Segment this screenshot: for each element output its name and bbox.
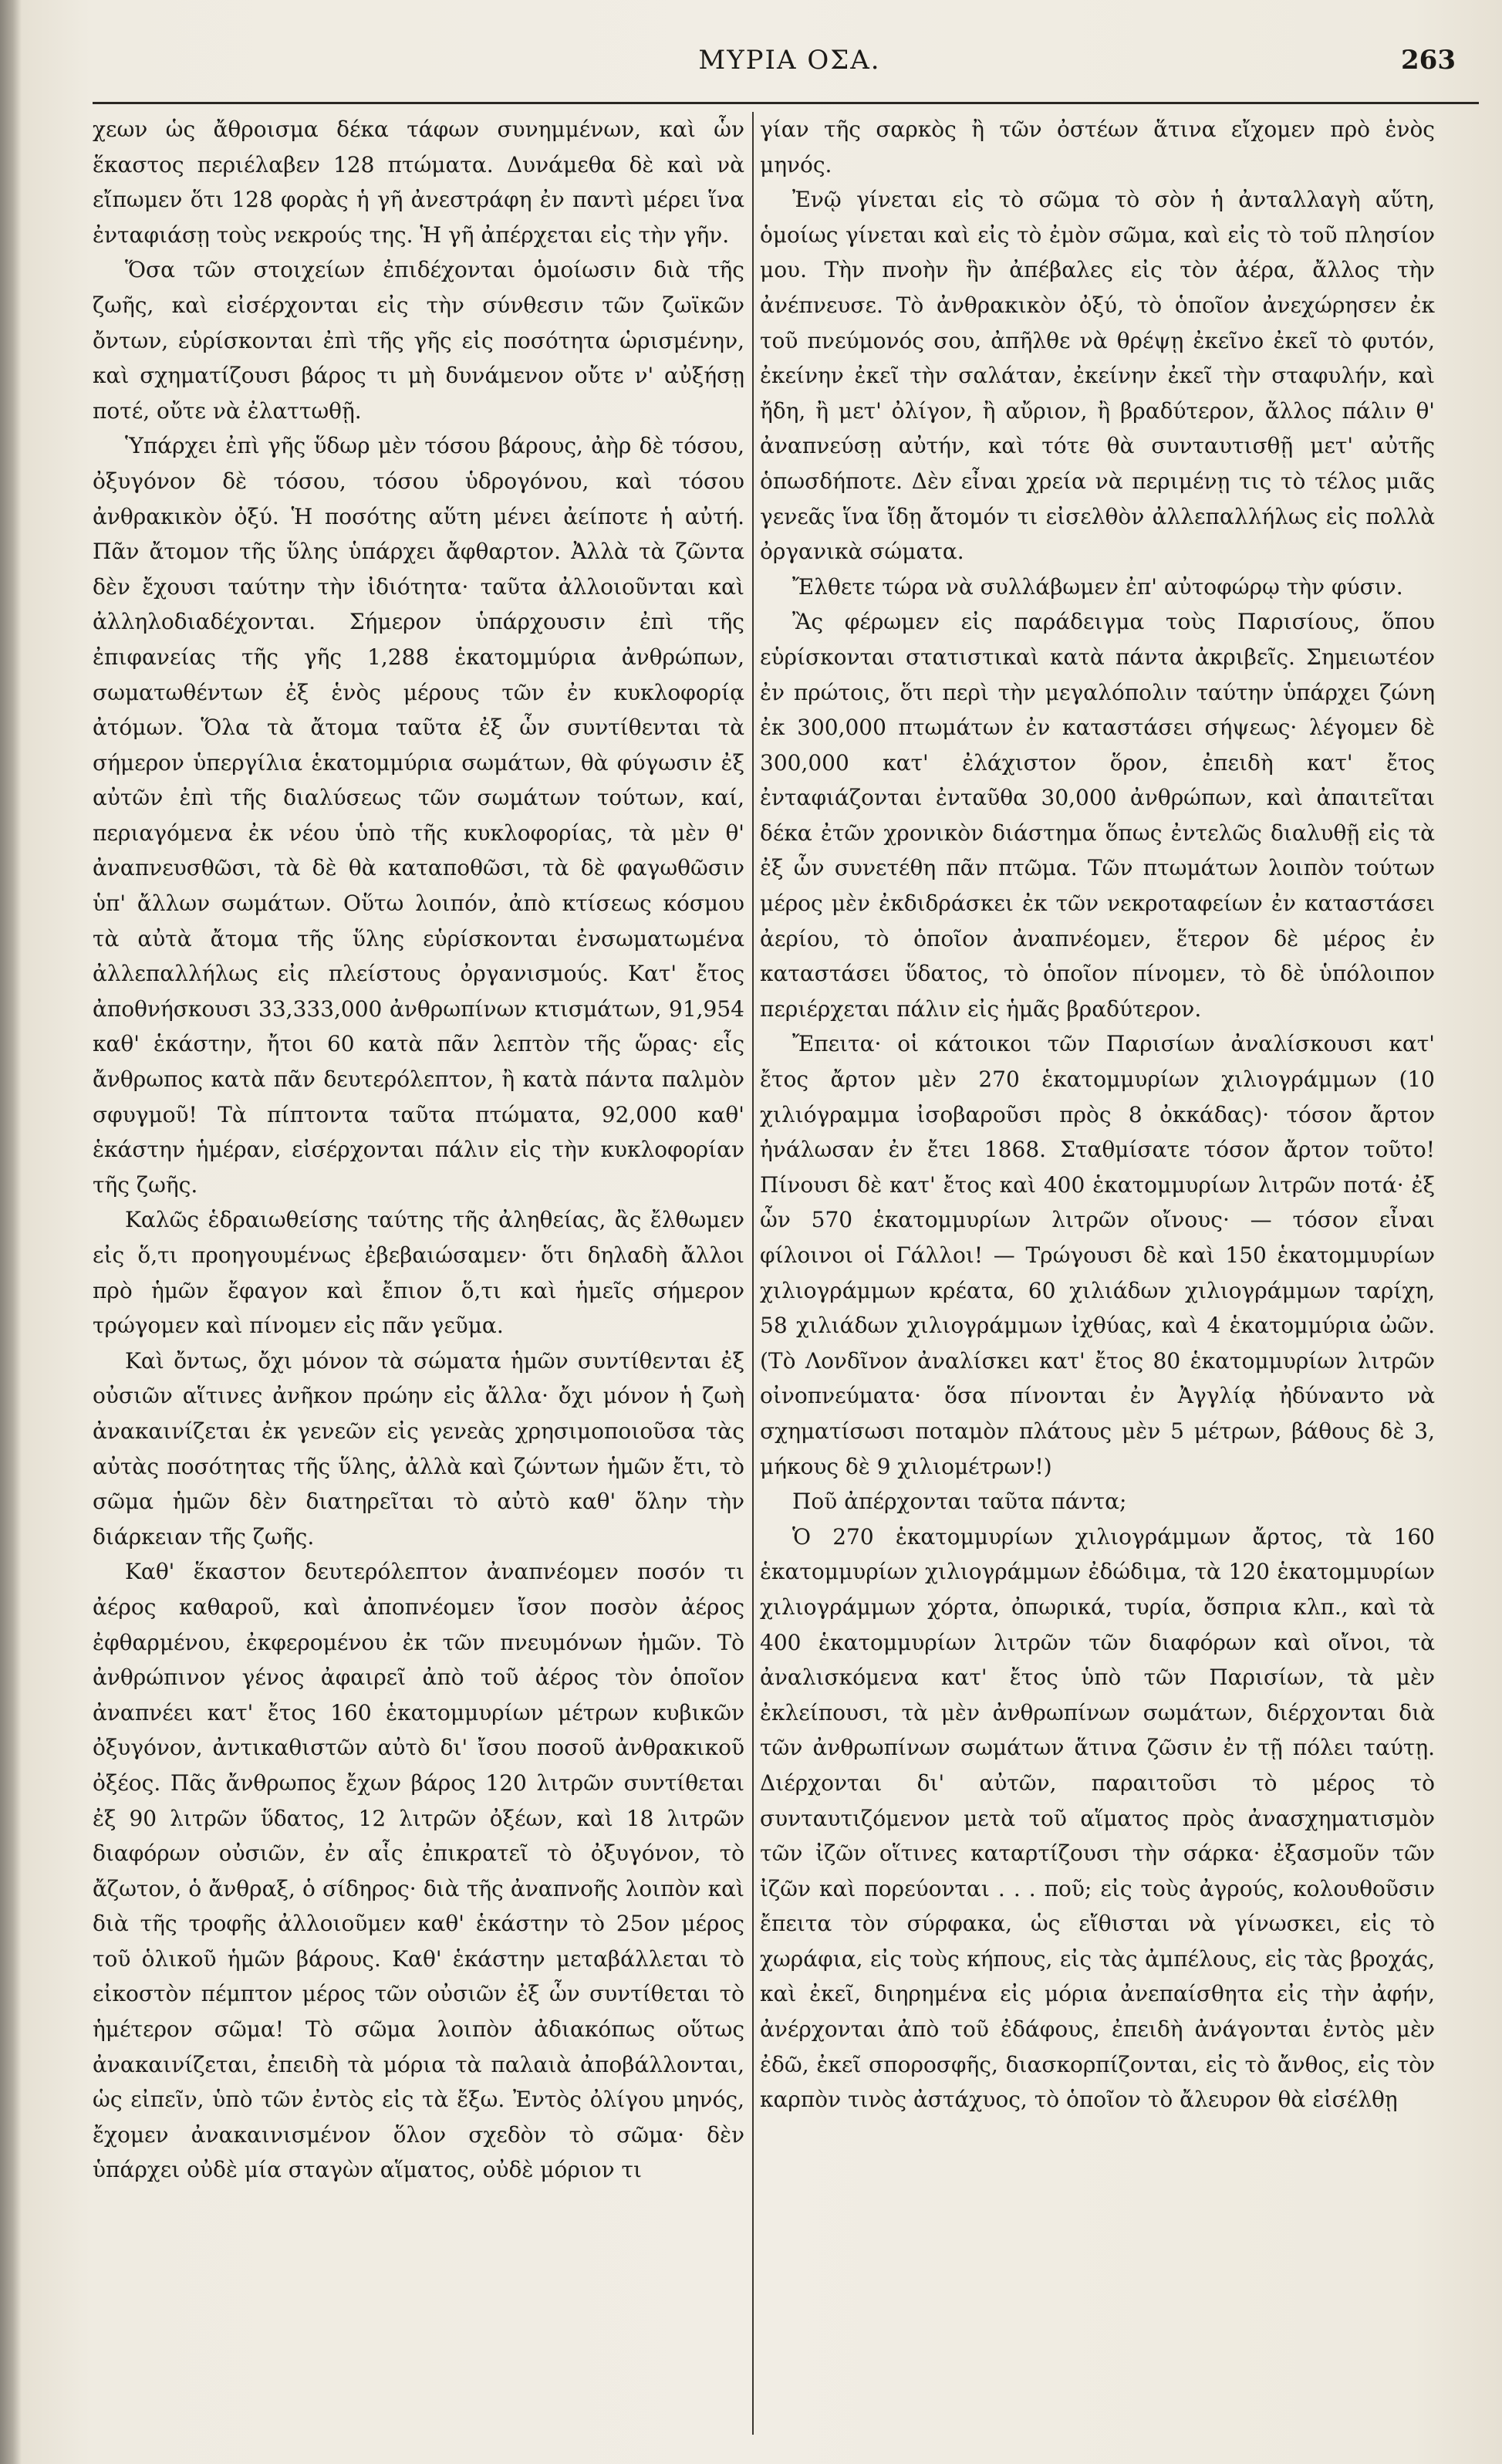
paragraph: Ποῦ ἀπέρχονται ταῦτα πάντα; [792,1489,1127,1515]
column-divider [752,112,754,2435]
right-column [760,112,1435,2435]
paragraph: Καθ' ἕκαστον δευτερόλεπτον ἀναπνέομεν ποσόν τι ἀέρος καθαροῦ, καὶ ἀποπνέομεν ἴσον ποσὸν ἀέρος ἐφθαρμένου, ἐκφερομένου ἐκ τῶν πνευμόνων ἡμῶν. Τὸ ἀνθρώπινον γένος ἀφαιρεῖ ἀπὸ τοῦ ἀέρος τὸν ὁποῖον ἀναπνέει κατ' ἔτος 160 ἑκατομμυρίων μέτρων κυβικῶν ὀξυγόνον, ἀντικαθιστῶν αὐτὸ δι' ἴσου ποσοῦ ἀνθρακικοῦ ὀξέος. Πᾶς ἄνθρωπος ἔχων βάρος 120 λιτρῶν συντίθεται ἐξ 90 λιτρῶν ὕδατος, 12 λιτρῶν ὀξέων, καὶ 18 λιτρῶν διαφόρων οὐσιῶν, ἐν αἷς ἐπικρατεῖ τὸ ὀξυγόνον, τὸ ἄζωτον, ὁ ἄνθραξ, ὁ σίδηρος· διὰ τῆς ἀναπνοῆς λοιπὸν καὶ διὰ τῆς τροφῆς ἀλλοιοῦμεν καθ' ἑκάστην τὸ 25ον μέρος τοῦ ὁλικοῦ ἡμῶν βάρους. Καθ' ἑκάστην μεταβάλλεται τὸ εἰκοστὸν πέμπτον μέρος τῶν οὐσιῶν ἐξ ὧν συντίθεται τὸ ἡμέτερον σῶμα! Τὸ σῶμα λοιπὸν ἀδιακόπως οὕτως ἀνακαινίζεται, ἐπειδὴ τὰ μόρια τὰ παλαιὰ ἀποβάλλονται, ὡς εἰπεῖν, ὑπὸ τῶν ἐντὸς εἰς τὰ ἔξω. Ἐντὸς ὀλίγου μηνός, ἔχομεν ἀνακαινισμένον ὅλον σχεδὸν τὸ σῶμα· δὲν ὑπάρχει οὐδὲ μία σταγὼν αἵματος, οὐδὲ μόριον τι [93,1559,744,2183]
paragraph: Καὶ ὄντως, ὄχι μόνον τὰ σώματα ἡμῶν συντίθενται ἐξ οὐσιῶν αἵτινες ἀνῆκον πρώην εἰς ἄλλα· ὄχι μόνον ἡ ζωὴ ἀνακαινίζεται ἐκ γενεῶν εἰς γενεὰς χρησιμοποιοῦσα τὰς αὐτὰς ποσότητας τῆς ὕλης, ἀλλὰ καὶ ζώντων ἡμῶν ἔτι, τὸ σῶμα ἡμῶν δὲν διατηρεῖται τὸ αὐτὸ καθ' ὅλην τὴν διάρκειαν τῆς ζωῆς. [93,1347,744,1550]
paragraph: Ἔλθετε τώρα νὰ συλλάβωμεν ἐπ' αὐτοφώρῳ τὴν φύσιν. [792,573,1403,600]
page-number: 263 [1401,45,1456,76]
paragraph: γίαν τῆς σαρκὸς ἢ τῶν ὀστέων ἅτινα εἴχομεν πρὸ ἑνὸς μηνός. [760,117,1435,177]
binding-gutter [0,0,22,2464]
paragraph: Ἂς φέρωμεν εἰς παράδειγμα τοὺς Παρισίους, ὅπου εὑρίσκονται στατιστικαὶ κατὰ πάντα ἀκριβεῖς. Σημειωτέον ἐν πρώτοις, ὅτι περὶ τὴν μεγαλόπολιν ταύτην ὑπάρχει ζώνη ἐκ 300,000 πτωμάτων ἐν καταστάσει σήψεως· λέγομεν δὲ 300,000 κατ' ἐλάχιστον ὅρον, ἐπειδὴ κατ' ἔτος ἐνταφιάζονται ἐνταῦθα 30,000 ἀνθρώπων, καὶ ἀπαιτεῖται δέκα ἐτῶν χρονικὸν διάστημα ὅπως ἐντελῶς διαλυθῇ εἰς τὰ ἐξ ὧν συνετέθη πᾶν πτῶμα. Τῶν πτωμάτων λοιπὸν τούτων μέρος μὲν ἐκδιδράσκει ἐκ τῶν νεκροταφείων ἐν καταστάσει ἀερίου, τὸ ὁποῖον ἀναπνέομεν, ἕτερον δὲ μέρος ἐν καταστάσει ὕδατος, τὸ ὁποῖον πίνομεν, τὸ δὲ ὑπόλοιπον περιέρχεται πάλιν εἰς ἡμᾶς βραδύτερον. [760,609,1435,1022]
paragraph: Ὑπάρχει ἐπὶ γῆς ὕδωρ μὲν τόσου βάρους, ἀὴρ δὲ τόσου, ὀξυγόνον δὲ τόσου, τόσου ὑδρογόνου, καὶ τόσου ἀνθρακικὸν ὀξύ. Ἡ ποσότης αὕτη μένει ἀείποτε ἡ αὐτή. Πᾶν ἄτομον τῆς ὕλης ὑπάρχει ἄφθαρτον. Ἀλλὰ τὰ ζῶντα δὲν ἔχουσι ταύτην τὴν ἰδιότητα· ταῦτα ἀλλοιοῦνται καὶ ἀλληλοδιαδέχονται. Σήμερον ὑπάρχουσιν ἐπὶ τῆς ἐπιφανείας τῆς γῆς 1,288 ἑκατομμύρια ἀνθρώπων, σωματωθέντων ἐξ ἑνὸς μέρους τῶν ἐν κυκλοφορίᾳ ἀτόμων. Ὅλα τὰ ἄτομα ταῦτα ἐξ ὧν συντίθενται τὰ σήμερον ὑπεργίλια ἑκατομμύρια σωμάτων, θὰ φύγωσιν ἐξ αὐτῶν ἐπὶ τῆς διαλύσεως τῶν σωμάτων τούτων, καί, περιαγόμενα ἐκ νέου ὑπὸ τῆς κυκλοφορίας, τὰ μὲν θ' ἀναπνευσθῶσι, τὰ δὲ θὰ καταποθῶσι, τὰ δὲ φαγωθῶσιν ὑπ' ἄλλων σωμάτων. Οὕτω λοιπόν, ἀπὸ κτίσεως κόσμου τὰ αὐτὰ ἄτομα τῆς ὕλης εὑρίσκονται ἐνσωματωμένα ἀλλεπαλλήλως εἰς πλείστους ὀργανισμούς. Κατ' ἔτος ἀποθνήσκουσι 33,333,000 ἀνθρωπίνων κτισμάτων, 91,954 καθ' ἑκάστην, ἤτοι 60 κατὰ πᾶν λεπτὸν τῆς ὥρας· εἷς ἄνθρωπος κατὰ πᾶν δευτερόλεπτον, ἢ κατὰ πάντα παλμὸν σφυγμοῦ! Τὰ πίπτοντα ταῦτα πτώματα, 92,000 καθ' ἑκάστην ἡμέραν, εἰσέρχονται πάλιν εἰς τὴν κυκλοφορίαν τῆς ζωῆς. [93,433,744,1198]
paragraph: χεων ὡς ἄθροισμα δέκα τάφων συνημμένων, καὶ ὧν ἕκαστος περιέλαβεν 128 πτώματα. Δυνάμεθα δὲ καὶ νὰ εἴπωμεν ὅτι 128 φορὰς ἡ γῆ ἀνεστράφη ἐν παντὶ μέρει ἵνα ἐνταφιάσῃ τοὺς νεκρούς της. Ἡ γῆ ἀπέρχεται εἰς τὴν γῆν. [93,117,744,248]
paragraph: Ἔπειτα· οἱ κάτοικοι τῶν Παρισίων ἀναλίσκουσι κατ' ἔτος ἄρτον μὲν 270 ἑκατομμυρίων χιλιογράμμων (10 χιλιόγραμμα ἰσοβαροῦσι πρὸς 8 ὀκκάδας)· τόσον ἄρτον ἠνάλωσαν ἐν ἔτει 1868. Σταθμίσατε τόσον ἄρτον τοῦτο! Πίνουσι δὲ κατ' ἔτος καὶ 400 ἑκατομμυρίων λιτρῶν ποτά· ἐξ ὧν 570 ἑκατομμυρίων λιτρῶν οἴνους· — τόσον εἶναι φίλοινοι οἱ Γάλλοι! — Τρώγουσι δὲ καὶ 150 ἑκατομμυρίων χιλιογράμμων κρέατα, 60 χιλιάδων χιλιογράμμων ταρίχη, 58 χιλιάδων χιλιογράμμων ἰχθύας, καὶ 4 ἑκατομμύρια ὠῶν. (Τὸ Λονδῖνον ἀναλίσκει κατ' ἔτος 80 ἑκατομμυρίων λιτρῶν οἰνοπνεύματα· ὅσα πίνονται ἐν Ἀγγλίᾳ ἠδύναντο νὰ σχηματίσωσι ποταμὸν πλάτους μὲν 5 μέτρων, βάθους δὲ 3, μήκους δὲ 9 χιλιομέτρων!) [760,1031,1435,1479]
paragraph: Ἐνῷ γίνεται εἰς τὸ σῶμα τὸ σὸν ἡ ἀνταλλαγὴ αὕτη, ὁμοίως γίνεται καὶ εἰς τὸ ἐμὸν σῶμα, καὶ εἰς τὸ τοῦ πλησίον μου. Τὴν πνοὴν ἣν ἀπέβαλες εἰς τὸν ἀέρα, ἄλλος τὴν ἀνέπνευσε. Τὸ ἀνθρακικὸν ὀξύ, τὸ ὁποῖον ἀνεχώρησεν ἐκ τοῦ πνεύμονός σου, ἀπῆλθε νὰ θρέψῃ ἐκεῖνο ἐκεῖ τὸ φυτόν, ἐκείνην ἐκεῖ τὴν σαλάταν, ἐκείνην ἐκεῖ τὴν σταφυλήν, καὶ ἤδη, ἢ μετ' ὀλίγον, ἢ αὔριον, ἢ βραδύτερον, ἄλλος πάλιν θ' ἀναπνεύσῃ αὐτήν, καὶ τότε θὰ συνταυτισθῇ μετ' αὐτῆς ὁπωσδήποτε. Δὲν εἶναι χρεία νὰ περιμένῃ τις τὸ τέλος μιᾶς γενεᾶς ἵνα ἴδῃ ἄτομόν τι εἰσελθὸν ἀλλεπαλλήλως εἰς πολλὰ ὀργανικὰ σώματα. [760,187,1435,565]
paragraph: Ὁ 270 ἑκατομμυρίων χιλιογράμμων ἄρτος, τὰ 160 ἑκατομμυρίων χιλιογράμμων ἐδώδιμα, τὰ 120 ἑκατομμυρίων χιλιογράμμων χόρτα, ὀπωρικά, τυρία, ὄσπρια κλπ., καὶ τὰ 400 ἑκατομμυρίων λιτρῶν τῶν διαφόρων καὶ οἴνοι, τὰ ἀναλισκόμενα κατ' ἔτος ὑπὸ τῶν Παρισίων, τὰ μὲν ἐκλείπουσι, τὰ μὲν ἀνθρωπίνων σωμάτων, διέρχονται διὰ τῶν ἀνθρωπίνων σωμάτων ἅτινα ζῶσιν ἐν τῇ πόλει ταύτῃ. Διέρχονται δι' αὐτῶν, παραιτοῦσι τὸ μέρος τὸ συνταυτιζόμενον μετὰ τοῦ αἵματος πρὸς ἀνασχηματισμὸν τῶν ἰζῶν οἵτινες καταρτίζουσι τὴν σάρκα· ἐξασμοῦν τῶν ἰζῶν καὶ πορεύονται . . . ποῦ; εἰς τοὺς ἀγρούς, κολουθοῦσιν ἔπειτα τὸν σύρφακα, ὡς εἴθισται νὰ γίνωσκει, εἰς τὸ χωράφια, εἰς τοὺς κήπους, εἰς τὰς ἀμπέλους, εἰς τὰς βροχάς, καὶ ἐκεῖ, διηρημένα εἰς μόρια ἀνεπαίσθητα εἰς τὴν ἀφήν, ἀνέρχονται ἀπὸ τοῦ ἐδάφους, ἐπειδὴ ἀνάγονται ἐντὸς μὲν ἐδῶ, ἐκεῖ σποροσφῆς, διασκορπίζονται, εἰς τὸ ἄνθος, εἰς τὸν καρπὸν τινὸς ἀστάχυος, τὸ ὁποῖον τὸ ἄλευρον θὰ εἰσέλθῃ [760,1523,1435,2113]
paragraph: Ὅσα τῶν στοιχείων ἐπιδέχονται ὁμοίωσιν διὰ τῆς ζωῆς, καὶ εἰσέρχονται εἰς τὴν σύνθεσιν τῶν ζωϊκῶν ὄντων, εὑρίσκονται ἐπὶ τῆς γῆς εἰς ποσότητα ὡρισμένην, καὶ σχηματίζουσι βάρος τι μὴ δυνάμενον οὔτε ν' αὐξήσῃ ποτέ, οὔτε νὰ ἐλαττωθῇ. [93,257,744,424]
page-header [100,45,1479,91]
header-rule [93,102,1479,104]
left-column [93,112,744,2435]
running-title: ΜΥΡΙΑ ΟΣΑ. [698,45,881,76]
paragraph: Καλῶς ἑδραιωθείσης ταύτης τῆς ἀληθείας, ἂς ἔλθωμεν εἰς ὅ,τι προηγουμένως ἐβεβαιώσαμεν· ὅτι δηλαδὴ ἄλλοι πρὸ ἡμῶν ἔφαγον καὶ ἔπιον ὅ,τι καὶ ἡμεῖς σήμερον τρώγομεν καὶ πίνομεν εἰς πᾶν γεῦμα. [93,1207,744,1339]
